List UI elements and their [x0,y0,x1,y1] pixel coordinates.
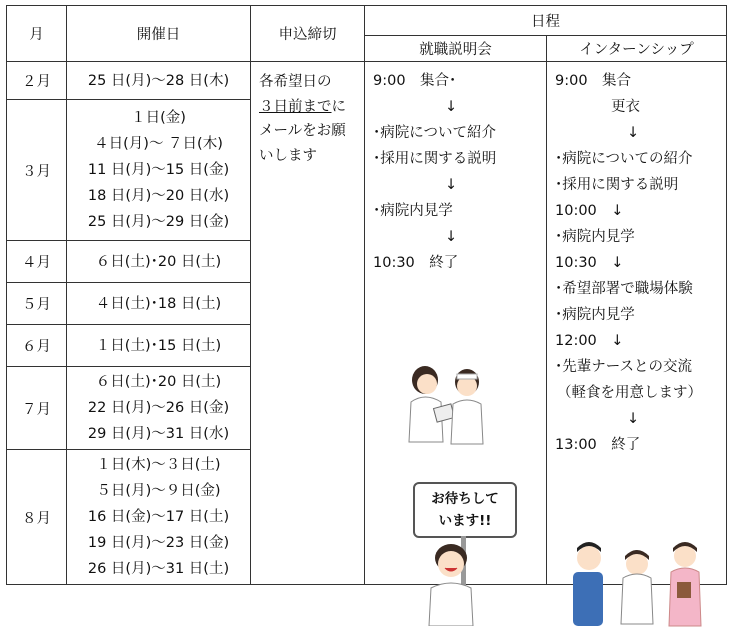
date-line: 19 日(月)～23 日(金) [87,535,230,551]
date-line: 22 日(月)～26 日(金) [87,400,230,416]
schedule-step: （軽食を用意します） [557,385,702,401]
schedule-step: ･病院内見学 [373,203,453,219]
schedule-step: ･病院について紹介 [373,125,496,141]
month-cell: ３月 [7,100,67,241]
schedule-step: 9:00 集合･ [373,73,457,89]
date-line: ６日(土)･20 日(土) [95,374,222,390]
dates-cell [67,100,251,241]
deadline-cell [251,62,365,585]
deadline-line: ３日前までに [259,98,346,115]
briefing-column [365,62,547,585]
sign-holder-illustration [419,536,509,626]
dates-cell [67,367,251,450]
date-line: 25 日(月)～28 日(木) [87,72,230,89]
month-cell: ２月 [7,62,67,100]
month-cell: ７月 [7,367,67,450]
schedule-step: 10:00 ↓ [555,203,624,219]
month-cell: ４月 [7,241,67,283]
date-line: 18 日(月)～20 日(水) [87,188,230,204]
schedule-step: 12:00 ↓ [555,333,624,349]
date-line: 16 日(金)～17 日(土) [87,509,230,525]
date-line: １日(金) [131,110,186,126]
schedule-step: 10:30 ↓ [555,255,624,271]
month-cell: ５月 [7,283,67,325]
schedule-step: ･採用に関する説明 [373,151,497,167]
date-line: ５日(月)～９日(金) [96,483,221,499]
staff-illustration [567,538,717,628]
schedule-step: ･病院についての紹介 [555,151,693,167]
sign-line: います!! [438,513,492,529]
deadline-underline: ３日前まで [259,98,332,115]
date-line: ４日(土)･18 日(土) [95,295,222,312]
flow-arrow: ↓ [627,125,640,141]
date-line: 29 日(月)～31 日(水) [87,426,230,442]
header-deadline: 申込締切 [251,6,365,62]
deadline-line: メールをお願 [259,123,346,139]
date-line: １日(木)～３日(土) [96,457,221,473]
schedule-step: 10:30 終了 [373,255,459,271]
date-line: １日(土)･15 日(土) [95,337,222,354]
internship-column [547,62,727,585]
date-line: 26 日(月)～31 日(土) [87,561,230,577]
dates-cell [67,450,251,585]
schedule-step: ･先輩ナースとの交流 [555,359,693,375]
schedule-step: ･希望部署で職場体験 [555,281,693,297]
date-line: 25 日(月)～29 日(金) [87,214,230,230]
briefing-steps [365,62,546,276]
deadline-line: いします [259,147,317,164]
flow-arrow: ↓ [445,177,458,193]
nurses-illustration [397,362,497,452]
dates-cell [67,241,251,283]
header-internship: インターンシップ [547,36,727,62]
header-date: 開催日 [67,6,251,62]
deadline-line: 各希望日の [259,74,332,90]
month-cell: ８月 [7,450,67,585]
header-briefing: 就職説明会 [365,36,547,62]
schedule-step: ･病院内見学 [555,307,635,323]
header-schedule: 日程 [365,6,727,36]
flow-arrow: ↓ [627,411,640,427]
header-month: 月 [7,6,67,62]
schedule-step: 9:00 集合 [555,73,632,89]
month-cell: ６月 [7,325,67,367]
date-line: ６日(土)･20 日(土) [95,253,222,270]
schedule-step: ･採用に関する説明 [555,177,679,193]
schedule-table [6,5,727,585]
welcome-sign [413,482,517,538]
flow-arrow: ↓ [445,229,458,245]
internship-steps [547,62,726,458]
dates-cell [67,62,251,100]
flow-arrow: ↓ [445,99,458,115]
sign-line: お待ちして [431,491,499,507]
dates-cell [67,325,251,367]
schedule-step: 13:00 終了 [555,437,641,453]
schedule-step: ･病院内見学 [555,229,635,245]
date-line: 11 日(月)～15 日(金) [87,162,230,178]
schedule-step: 更衣 [611,99,640,115]
dates-cell [67,283,251,325]
date-line: ４日(月)～ ７日(木) [94,136,223,152]
